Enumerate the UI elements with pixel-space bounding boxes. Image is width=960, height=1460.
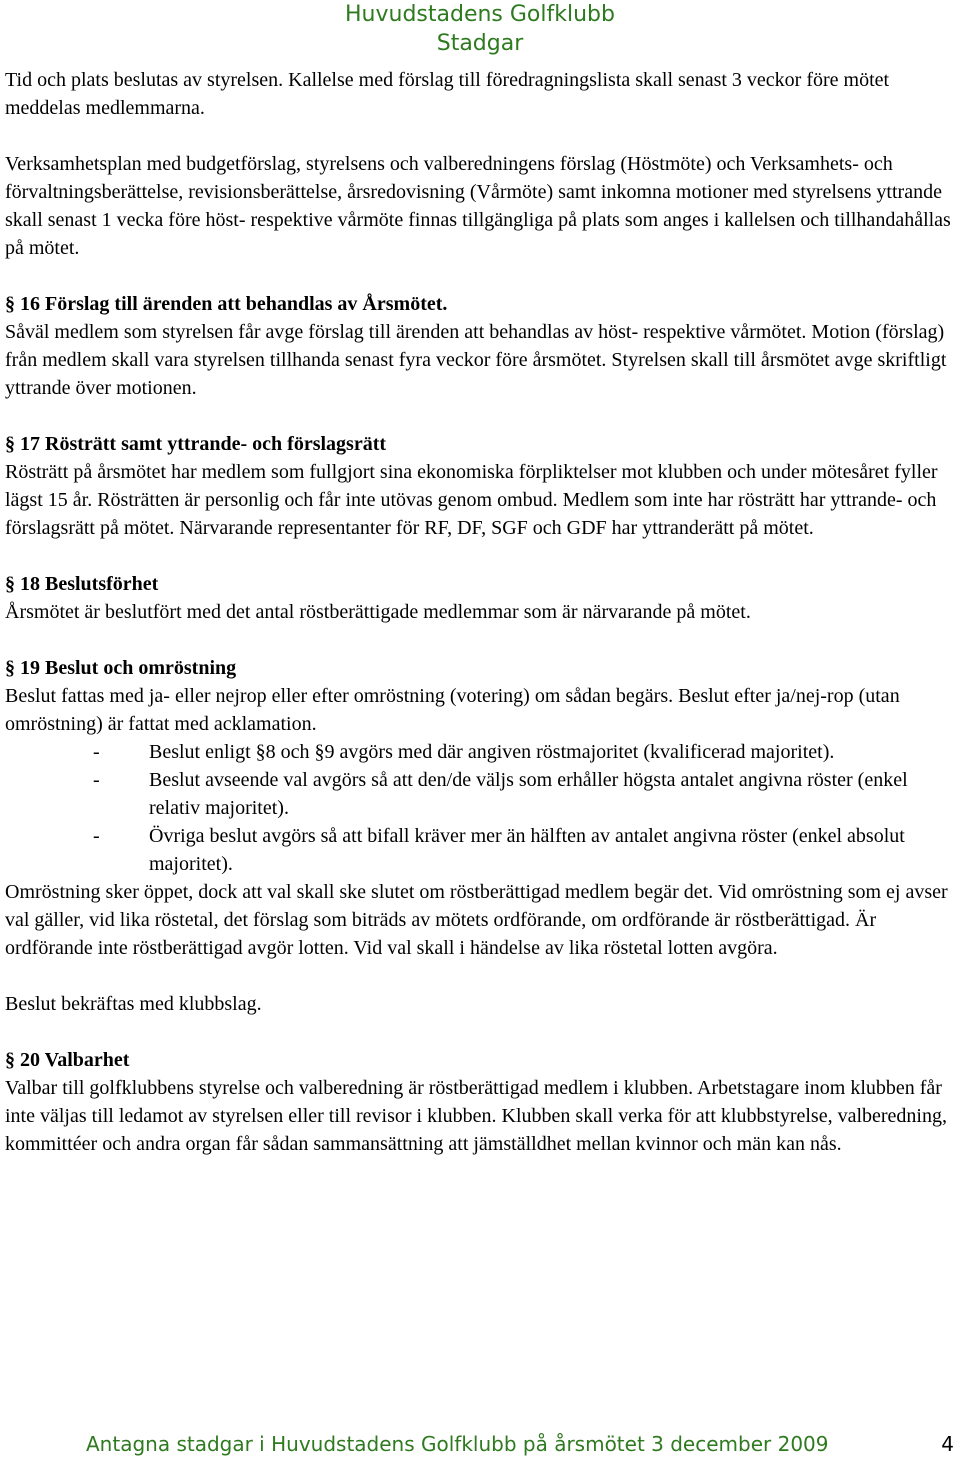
list-item	[5, 738, 957, 766]
intro-paragraph-1: Tid och plats beslutas av styrelsen. Kallelse med förslag till föredragningslista skall senast 3 veckor före mötet meddelas medlemmarna.	[5, 69, 890, 119]
section-20-body: Valbar till golfklubbens styrelse och valberedning är röstberättigad medlem i klubben. Arbetstagare inom klubben får inte väljas till ledamot av styrelsen eller till revisor i klubben. Klubben skall verka för att klubbstyrelse, valberedning, kommittéer och andra organ får sådan sammansättning att jämställdhet mellan kvinnor och män kan nås.	[5, 1077, 947, 1155]
header-document-title: Stadgar	[436, 31, 524, 56]
section-16-body: Såväl medlem som styrelsen får avge förslag till ärenden att behandlas av höst- respektive vårmötet. Motion (förslag) från medlem skall vara styrelsen tillhanda senast fyra veckor före årsmötet. Styrelsen skall till årsmötet avge skriftligt yttrande över motionen.	[5, 321, 947, 399]
list-item-text: Beslut avseende val avgörs så att den/de väljs som erhåller högsta antalet angivna röster (enkel relativ majoritet).	[149, 769, 908, 819]
document-body	[5, 66, 957, 1158]
list-item-text: Beslut enligt §8 och §9 avgörs med där angiven röstmajoritet (kvalificerad majoritet).	[149, 741, 835, 763]
list-dash: -	[93, 825, 100, 847]
intro-paragraph-2: Verksamhetsplan med budgetförslag, styrelsens och valberedningens förslag (Höstmöte) och Verksamhets- och förvaltningsberättelse, revisionsberättelse, årsredovisning (Vårmöte) samt inkomna motioner med styrelsens yttrande skall senast 1 vecka före höst- respektive vårmöte finnas tillgängliga på plats som anges i kallelsen och tillhandahållas på mötet.	[5, 153, 951, 259]
section-20-heading: § 20 Valbarhet	[5, 1049, 130, 1071]
section-16-heading: § 16 Förslag till ärenden att behandlas av Årsmötet.	[5, 293, 448, 315]
list-item	[5, 766, 957, 822]
section-19-body-2: Omröstning sker öppet, dock att val skall ske slutet om röstberättigad medlem begär det. Vid omröstning som ej avser val gäller, vid lika röstetal, det förslag som biträds av mötets ordförande, om ordförande är röstberättigad. Är ordförande inte röstberättigad avgör lotten. Vid val skall i händelse av lika röstetal lotten avgöra.	[5, 881, 948, 959]
document-footer	[0, 1430, 960, 1460]
section-17-body: Rösträtt på årsmötet har medlem som fullgjort sina ekonomiska förpliktelser mot klubben och under mötesåret fyller lägst 15 år. Rösträtten är personlig och får inte utövas genom ombud. Medlem som inte har rösträtt har yttrande- och förslagsrätt på mötet. Närvarande representanter för RF, DF, SGF och GDF har yttranderätt på mötet.	[5, 461, 938, 539]
list-dash: -	[93, 741, 100, 763]
document-header	[0, 0, 960, 58]
section-19-heading: § 19 Beslut och omröstning	[5, 657, 237, 679]
section-18-body: Årsmötet är beslutfört med det antal röstberättigade medlemmar som är närvarande på mötet.	[5, 601, 751, 623]
section-19-body: Beslut fattas med ja- eller nejrop eller efter omröstning (votering) om sådan begärs. Beslut efter ja/nej-rop (utan omröstning) är fattat med acklamation.	[5, 685, 900, 735]
footer-text: Antagna stadgar i Huvudstadens Golfklubb på årsmötet 3 december 2009	[86, 1432, 829, 1456]
list-item-text: Övriga beslut avgörs så att bifall kräver mer än hälften av antalet angivna röster (enkel absolut majoritet).	[149, 825, 905, 875]
section-19-list	[5, 738, 957, 878]
section-18-heading: § 18 Beslutsförhet	[5, 573, 159, 595]
section-19-body-3: Beslut bekräftas med klubbslag.	[5, 993, 262, 1015]
list-item	[5, 822, 957, 878]
page-number: 4	[941, 1432, 954, 1456]
list-dash: -	[93, 769, 100, 791]
header-club-name: Huvudstadens Golfklubb	[345, 2, 615, 27]
section-17-heading: § 17 Rösträtt samt yttrande- och förslagsrätt	[5, 433, 387, 455]
